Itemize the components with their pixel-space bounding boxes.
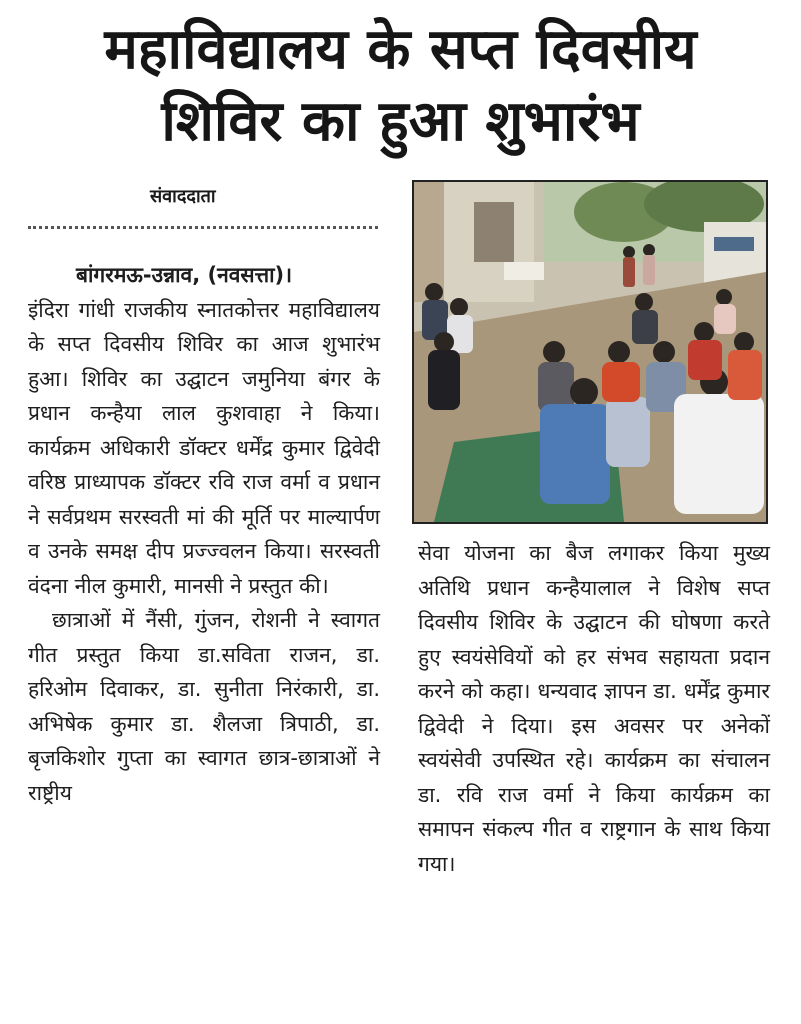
headline-line-1: महाविद्यालय के सप्त दिवसीय [104,17,697,82]
byline: संवाददाता [150,186,216,207]
headline [0,14,801,158]
dotted-divider [28,226,378,229]
article-left-column [28,258,380,810]
article-para-3: सेवा योजना का बैज लगाकर किया मुख्य अतिथि प्रधान कन्हैयालाल ने विशेष सप्त दिवसीय शिविर के उद्घाटन की घोषणा करते हुए स्वयंसेवियों को हर संभव सहायता प्रदान करने को कहा। धन्यवाद ज्ञापन डा. धर्मेंद्र कुमार द्विवेदी ने दिया। इस अवसर पर अनेकों स्वयंसेवी उपस्थित रहे। कार्यक्रम का संचालन डा. रवि राज वर्मा ने किया कार्यक्रम का समापन संकल्प गीत व राष्ट्रगान के साथ किया गया। [418,541,770,876]
article-para-1 [28,258,380,603]
article-right-column [418,536,770,881]
dateline: बांगरमऊ-उन्नाव, (नवसत्ता)। [76,263,293,287]
camp-gathering-illustration [414,182,766,522]
event-photo [412,180,768,524]
para-1-text: इंदिरा गांधी राजकीय स्नातकोत्तर महाविद्यालय के सप्त दिवसीय शिविर का आज शुभारंभ हुआ। शिविर का उद्घाटन जमुनिया बंगर के प्रधान कन्हैया लाल कुशवाहा ने किया। कार्यक्रम अधिकारी डॉक्टर धर्मेंद्र कुमार द्विवेदी वरिष्ठ प्राध्यापक डॉक्टर रवि राज वर्मा व प्रधान ने सर्वप्रथम सरस्वती मां की मूर्ति पर माल्यार्पण व उनके समक्ष दीप प्रज्ज्वलन किया। सरस्वती वंदना नील कुमारी, मानसी ने प्रस्तुत की। [28,297,380,598]
headline-line-2: शिविर का हुआ शुभारंभ [161,89,640,154]
article-para-2: छात्राओं में नैंसी, गुंजन, रोशनी ने स्वागत गीत प्रस्तुत किया डा.सविता राजन, डा. हरिओम दिवाकर, डा. सुनीता निरंकारी, डा. अभिषेक कुमार डा. शैलजा त्रिपाठी, डा. बृजकिशोर गुप्ता का स्वागत छात्र-छात्राओं ने राष्ट्रीय [28,608,380,805]
